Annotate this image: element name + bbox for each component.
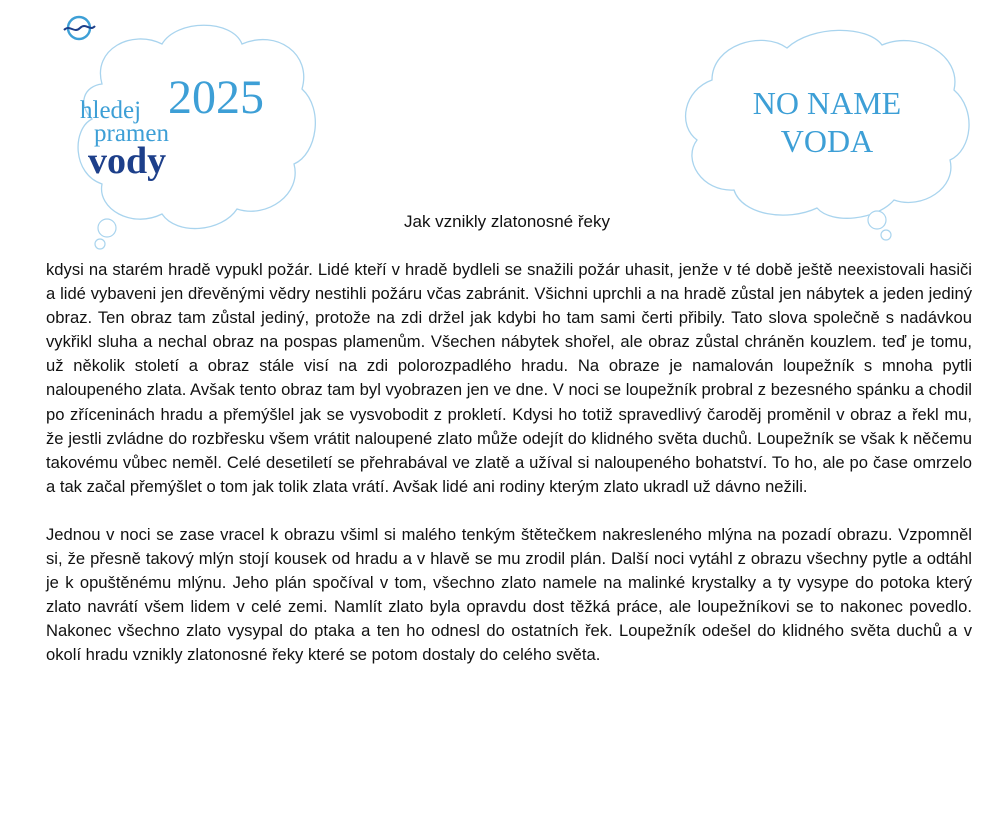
- brand-line-1: NO NAME: [752, 85, 902, 121]
- brand-cloud: [672, 20, 982, 242]
- story-body: [46, 258, 972, 668]
- document-title: Jak vznikly zlatonosné řeky: [404, 212, 610, 231]
- logo-line-3: vody: [88, 140, 167, 182]
- logo-line-2: pramen: [94, 120, 169, 147]
- brand-line-2: VODA: [780, 123, 874, 159]
- paragraph-spacer: [46, 499, 972, 523]
- logo-line-1: hledej: [80, 97, 142, 124]
- logo-year: 2025: [168, 71, 264, 124]
- paragraph: kdysi na starém hradě vypukl požár. Lidé kteří v hradě bydleli se snažili požár uhasit, jenže v té době ještě neexistovali hasiči a lidé vybaveni jen dřevěnými vědry nestihli požáru včas zabránit. Všichni uprchli a na hradě zůstal jen nábytek a jeden jediný obraz. Ten obraz tam zůstal jediný, protože na zdi držel jak kdybi ho tam sami čerti přibily. Tato slova společně s nadávkou vykřikl sluha a nechal obraz na pospas plamenům. Všechen nábytek shořel, ale obraz zůstal chráněn kouzlem. teď je tomu, už několik století a obraz stále visí na zdi polorozpadlého hradu. Na obraze je namalován loupežník s mnoha pytli naloupeného zlata. Avšak tento obraz tam byl vyobrazen jen ve dne. V noci se loupežník probral z bezesného spánku a chodil po zříceninách hradu a přemýšlel jak se vysvobodit z prokletí. Kdysi ho totiž spravedlivý čaroděj proměnil v obraz a řekl mu, že jestli zvládne do rozbřesku všem vrátit naloupené zlato může odejít do klidného světa duchů. Loupežník se však k něčemu takovému vůbec neměl. Celé desetiletí se přehrabával ve zlatě a užíval si naloupeného bohatství. To ho, ale po čase omrzelo a tak začal přemýšlet o tom jak tolik zlata vrátí. Avšak lidé ani rodiny kterým zlato ukradl už dávno nežili.: [46, 260, 972, 496]
- water-swirl-icon: [62, 14, 96, 42]
- brand-name: [672, 84, 982, 160]
- paragraph: Jednou v noci se zase vracel k obrazu všiml si malého tenkým štětečkem nakresleného mlýna na pozadí obrazu. Vzpomněl si, že přesně takový mlýn stojí kousek od hradu a v hlavě se mu zrodil plán. Další noci vytáhl z obrazu všechny pytle a odtáhl je k opuštěnému mlýnu. Jeho plán spočíval v tom, všechno zlato namele na malinké krystalky a ty vysype do potoka který zlato navrátí všem lidem v celé zemi. Namlít zlato byla opravdu dost těžká práce, ale loupežníkovi se to nakonec povedlo. Nakonec všechno zlato vysypal do ptaka a ten ho odnesl do ostatních řek. Loupežník odešel do klidného světa duchů a v okolí hradu vznikly zlatonosné řeky které se potom dostaly do celého světa.: [46, 524, 972, 665]
